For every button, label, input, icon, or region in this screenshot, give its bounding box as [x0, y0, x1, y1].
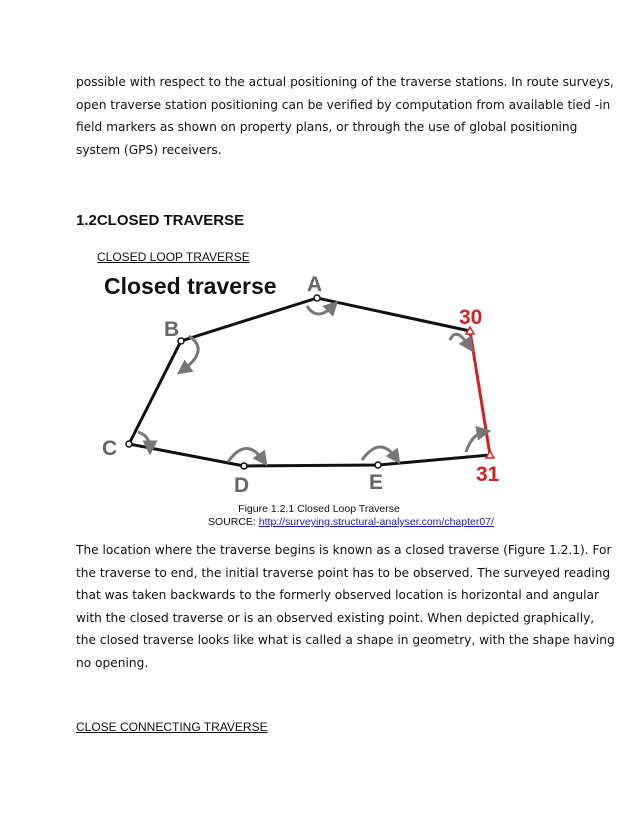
angle-arc-30 [450, 334, 469, 346]
station-e [375, 462, 381, 468]
next-section-subheading: CLOSE CONNECTING TRAVERSE [76, 720, 268, 734]
source-label: SOURCE: [208, 516, 256, 528]
closed-traverse-diagram [96, 268, 516, 498]
label-c: C [102, 437, 118, 460]
body-line: The location where the traverse begins is known as a closed traverse (Figure 1.2.1). For [76, 543, 612, 557]
traverse-line-black [129, 298, 490, 466]
figure-caption: Figure 1.2.1 Closed Loop Traverse [238, 503, 400, 515]
label-e: E [369, 471, 384, 494]
intro-line: possible with respect to the actual positioning of the traverse stations. In route surveys, [76, 75, 614, 89]
station-d [241, 463, 247, 469]
source-link[interactable]: http://surveying.structural-analyser.com/chapter07/ [258, 516, 494, 528]
label-30: 30 [459, 306, 483, 329]
figure-title: Closed traverse [104, 273, 277, 299]
station-c [126, 441, 132, 447]
figure-source [208, 516, 494, 528]
intro-line: system (GPS) receivers. [76, 142, 222, 157]
body-line: with the closed traverse or is an observed existing point. When depicted graphically, [76, 610, 595, 625]
station-31-triangle [486, 451, 494, 458]
angle-arc-a [307, 306, 333, 314]
label-31: 31 [476, 463, 500, 486]
label-b: B [164, 318, 180, 341]
body-line: the traverse to end, the initial traverse point has to be observed. The surveyed reading [76, 565, 611, 580]
intro-line: field markers as shown on property plans, or through the use of global positioning [76, 120, 578, 134]
body-line: no opening. [76, 655, 149, 670]
label-d: D [234, 474, 250, 497]
angle-arc-d [228, 448, 263, 462]
label-a: A [307, 273, 323, 296]
section-heading: 1.2CLOSED TRAVERSE [76, 212, 245, 229]
angle-arc-e [362, 447, 396, 460]
intro-paragraph [76, 71, 614, 161]
body-paragraph [76, 539, 615, 674]
section-subheading: CLOSED LOOP TRAVERSE [97, 250, 250, 264]
intro-line: open traverse station positioning can be verified by computation from available tied -in [76, 97, 611, 112]
body-line: the closed traverse looks like what is called a shape in geometry, with the shape having [76, 633, 615, 647]
body-line: that was taken backwards to the formerly observed location is horizontal and angular [76, 588, 599, 602]
angle-arc-31 [466, 432, 484, 452]
